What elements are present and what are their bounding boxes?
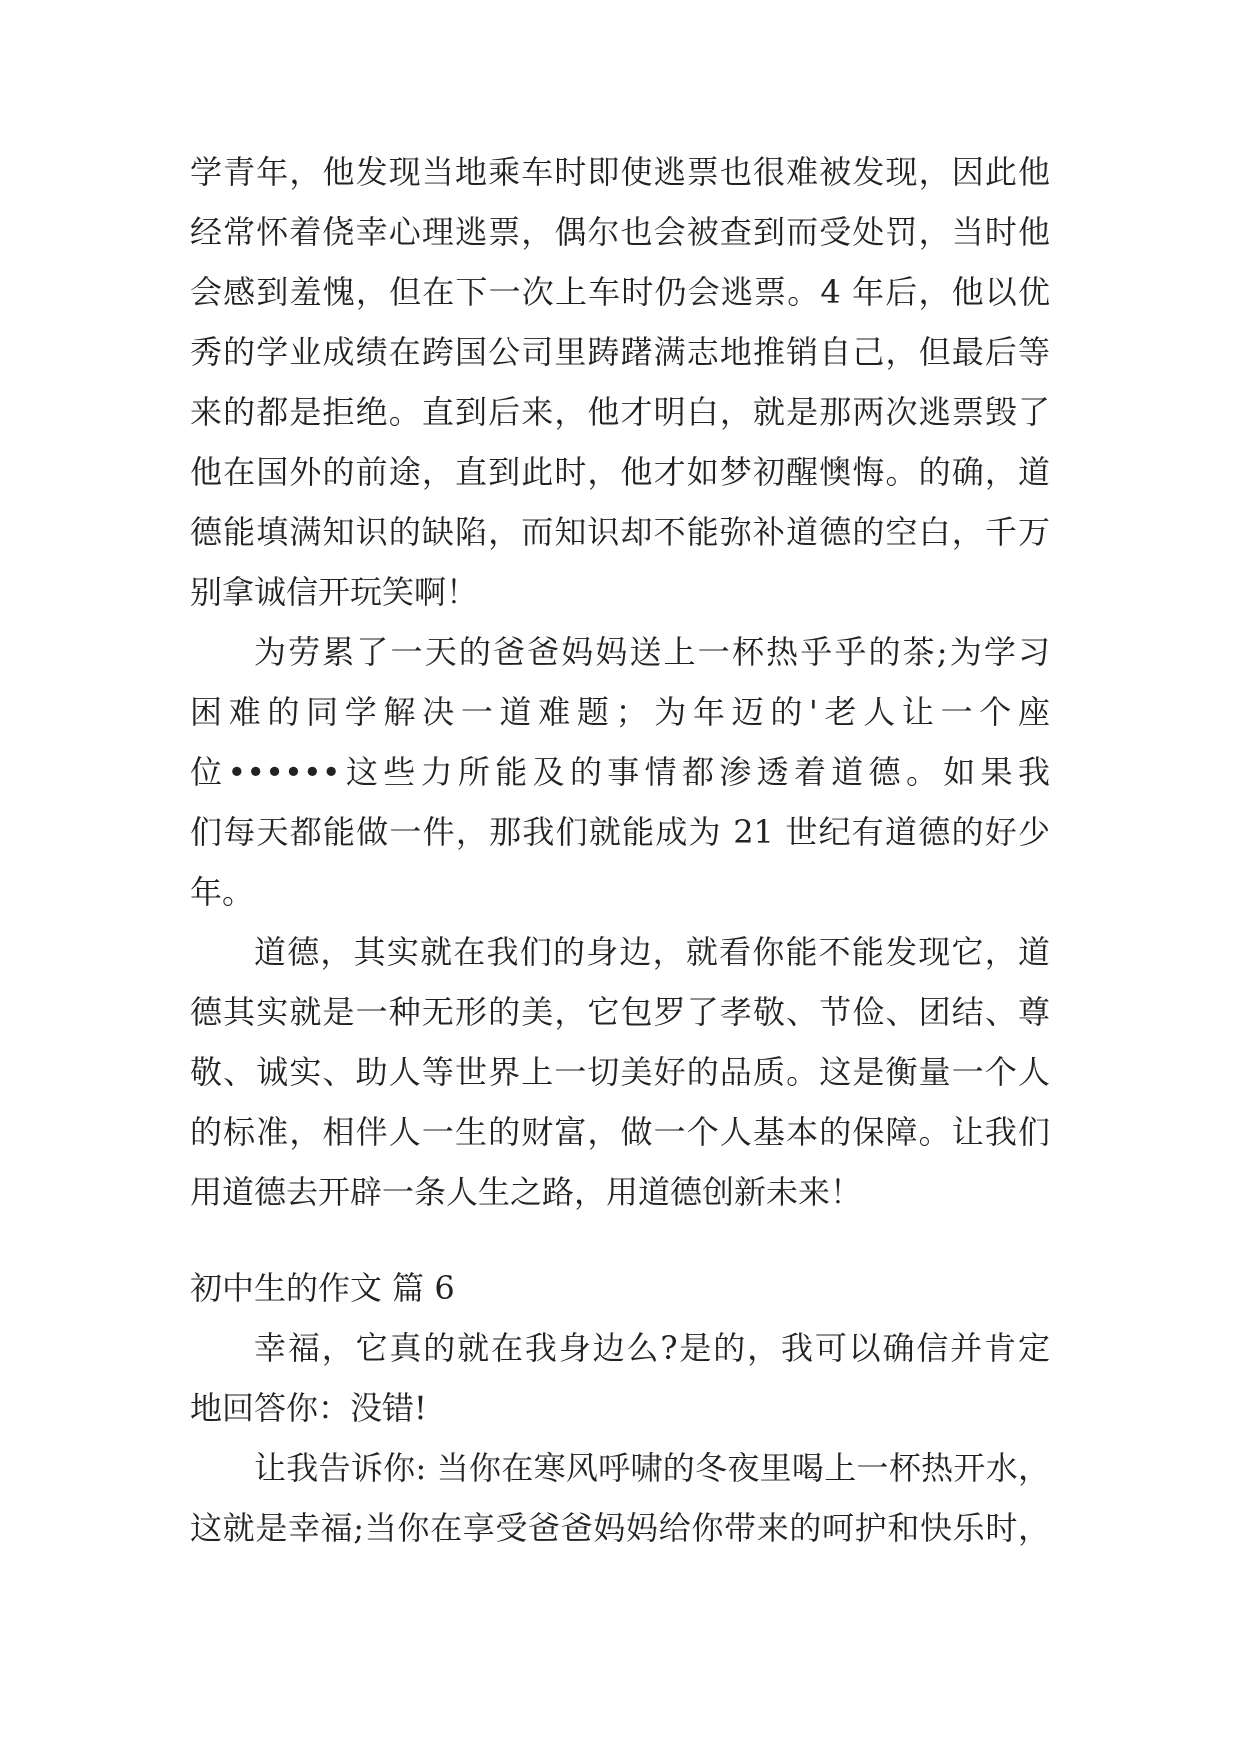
section-paragraph-2-line-2: 这就是幸福;当你在享受爸爸妈妈给你带来的呵护和快乐时， <box>190 1509 1050 1547</box>
paragraph-3-line-5: 用道德去开辟一条人生之路，用道德创新未来！ <box>190 1173 863 1211</box>
section-paragraph-1-line-2: 地回答你：没错! <box>190 1389 427 1427</box>
section-paragraph-2-line-1: 让我告诉你: 当你在寒风呼啸的冬夜里喝上一杯热开水， <box>254 1449 1050 1487</box>
section-paragraph-1-line-1: 幸福，它真的就在我身边么?是的，我可以确信并肯定 <box>254 1329 1050 1367</box>
paragraph-1-line-2: 经常怀着侥幸心理逃票，偶尔也会被查到而受处罚，当时他 <box>190 213 1050 251</box>
paragraph-2-line-5: 年。 <box>190 873 255 911</box>
paragraph-1-line-5: 来的都是拒绝。直到后来，他才明白，就是那两次逃票毁了 <box>190 393 1050 431</box>
paragraph-1-line-7: 德能填满知识的缺陷，而知识却不能弥补道德的空白，千万 <box>190 513 1050 551</box>
paragraph-3-line-4: 的标准，相伴人一生的财富，做一个人基本的保障。让我们 <box>190 1113 1050 1151</box>
paragraph-3-line-2: 德其实就是一种无形的美，它包罗了孝敬、节俭、团结、尊 <box>190 993 1050 1031</box>
paragraph-3-line-1: 道德，其实就在我们的身边，就看你能不能发现它，道 <box>254 933 1050 971</box>
paragraph-2-line-1: 为劳累了一天的爸爸妈妈送上一杯热乎乎的茶;为学习 <box>254 633 1050 671</box>
paragraph-2-line-2: 困难的同学解决一道难题；为年迈的'老人让一个座 <box>190 693 1050 731</box>
paragraph-1-line-4: 秀的学业成绩在跨国公司里踌躇满志地推销自己，但最后等 <box>190 333 1050 371</box>
paragraph-3-line-3: 敬、诚实、助人等世界上一切美好的品质。这是衡量一个人 <box>190 1053 1050 1091</box>
paragraph-1-line-8: 别拿诚信开玩笑啊！ <box>190 573 479 611</box>
paragraph-1-line-6: 他在国外的前途，直到此时，他才如梦初醒懊悔。的确，道 <box>190 453 1050 491</box>
paragraph-2-line-4: 们每天都能做一件，那我们就能成为 21 世纪有道德的好少 <box>190 813 1050 851</box>
section-heading: 初中生的作文 篇 6 <box>190 1269 455 1307</box>
paragraph-1-line-1: 学青年，他发现当地乘车时即使逃票也很难被发现，因此他 <box>190 153 1050 191</box>
paragraph-2-line-3: 位••••••这些力所能及的事情都渗透着道德。如果我 <box>190 753 1050 791</box>
paragraph-1-line-3: 会感到羞愧，但在下一次上车时仍会逃票。4 年后，他以优 <box>190 273 1050 311</box>
